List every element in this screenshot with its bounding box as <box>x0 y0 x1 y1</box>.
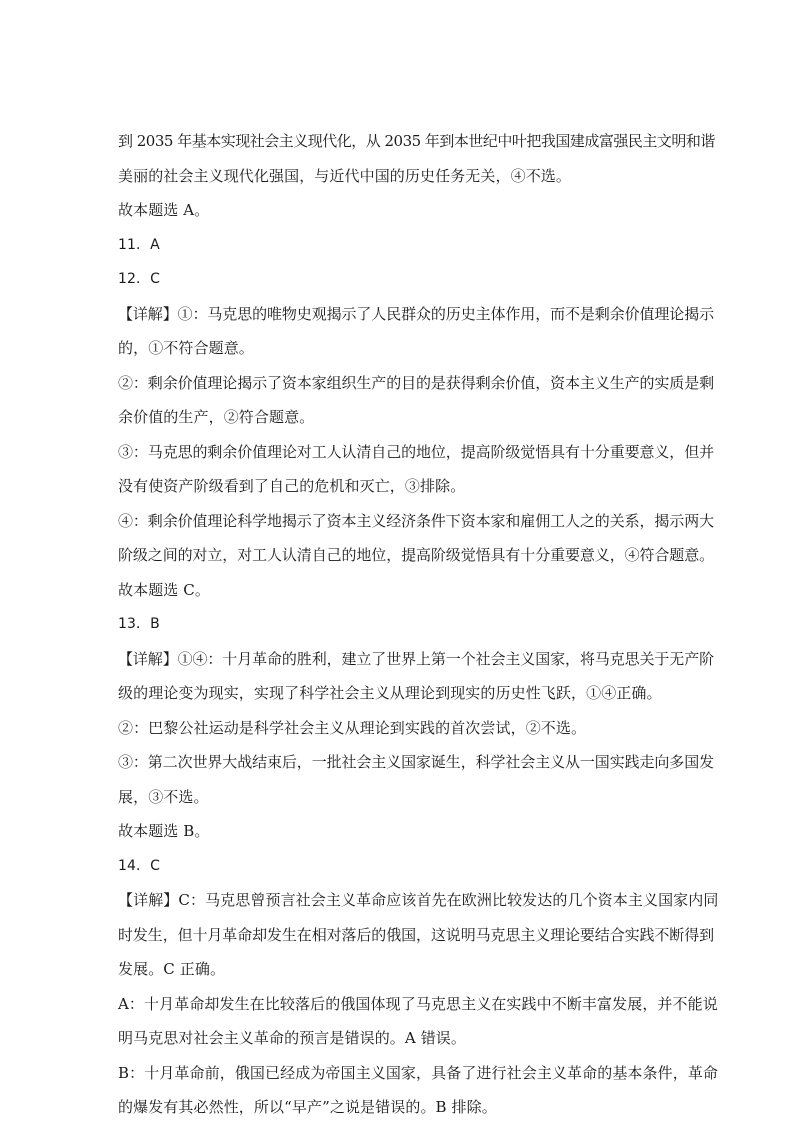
answer-14: 14．C <box>118 858 160 874</box>
text-line: A：十月革命却发生在比较落后的俄国体现了马克思主义在实践中不断丰富发展，并不能说 <box>118 995 718 1013</box>
text-line: 【详解】C：马克思曾预言社会主义革命应该首先在欧洲比较发达的几个资本主义国家内同 <box>118 891 719 909</box>
text-line: 美丽的社会主义现代化强国，与近代中国的历史任务无关，④不选。 <box>118 167 572 185</box>
text-line: 故本题选 A。 <box>118 201 210 219</box>
text-line: B：十月革命前，俄国已经成为帝国主义国家，具备了进行社会主义革命的基本条件，革命 <box>118 1064 719 1082</box>
text-line: 余价值的生产，②符合题意。 <box>118 408 315 426</box>
text-line: ②：巴黎公社运动是科学社会主义从理论到实践的首次尝试，②不选。 <box>118 719 587 737</box>
text-line: 没有使资产阶级看到了自己的危机和灭亡，③排除。 <box>118 477 466 495</box>
text-line: 故本题选 C。 <box>118 581 210 599</box>
text-line: 【详解】①④：十月革命的胜利，建立了世界上第一个社会主义国家，将马克思关于无产阶 <box>118 650 715 668</box>
text-line: 阶级之间的对立，对工人认清自己的地位，提高阶级觉悟具有十分重要意义，④符合题意。 <box>118 546 715 564</box>
text-line: 到 2035 年基本实现社会主义现代化，从 2035 年到本世纪中叶把我国建成富强民主文明和谐 <box>118 132 715 150</box>
text-line: 明马克思对社会主义革命的预言是错误的。A 错误。 <box>118 1029 467 1047</box>
text-line: 的爆发有其必然性，所以“早产”之说是错误的。B 排除。 <box>118 1098 497 1116</box>
text-line: ④：剩余价值理论科学地揭示了资本主义经济条件下资本家和雇佣工人之的关系，揭示两大 <box>118 512 715 530</box>
text-line: 时发生，但十月革命却发生在相对落后的俄国，这说明马克思主义理论要结合实践不断得到 <box>118 926 715 944</box>
text-line: 【详解】①：马克思的唯物史观揭示了人民群众的历史主体作用，而不是剩余价值理论揭示 <box>118 305 715 323</box>
text-line: 发展。C 正确。 <box>118 960 226 978</box>
text-line: 故本题选 B。 <box>118 822 210 840</box>
text-line: 级的理论变为现实，实现了科学社会主义从理论到现实的历史性飞跃，①④正确。 <box>118 684 662 702</box>
text-line: 展，③不选。 <box>118 788 209 806</box>
answer-11: 11．A <box>118 237 160 253</box>
answer-13: 13．B <box>118 616 160 632</box>
text-line: ③：马克思的剩余价值理论对工人认清自己的地位，提高阶级觉悟具有十分重要意义，但并 <box>118 443 715 461</box>
text-line: ②：剩余价值理论揭示了资本家组织生产的目的是获得剩余价值，资本主义生产的实质是剩 <box>118 374 715 392</box>
answer-12: 12．C <box>118 271 160 287</box>
text-line: ③：第二次世界大战结束后，一批社会主义国家诞生，科学社会主义从一国实践走向多国发 <box>118 753 715 771</box>
text-line: 的，①不符合题意。 <box>118 339 254 357</box>
